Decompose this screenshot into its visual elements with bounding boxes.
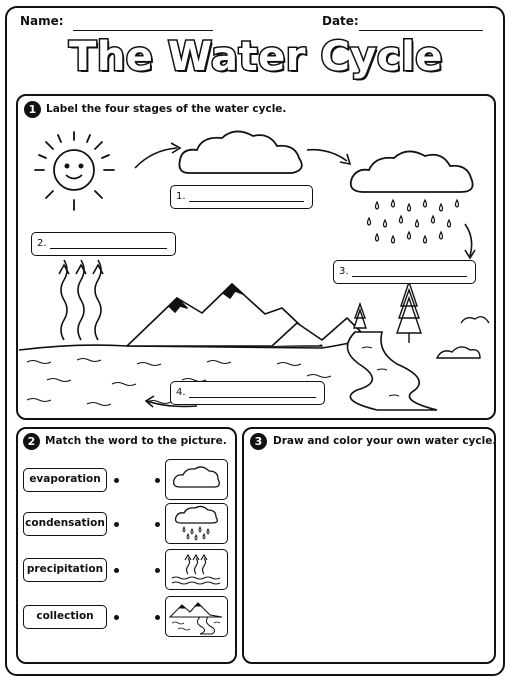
answer-box-3[interactable] — [333, 260, 476, 284]
section-2-number: 2 — [23, 433, 40, 450]
arrow-cloud-to-rain-icon — [307, 150, 347, 161]
rain-cloud-icon — [166, 504, 226, 542]
section-3-number: 3 — [250, 433, 267, 450]
answer-box-2[interactable] — [31, 232, 176, 256]
picture-cloud[interactable] — [165, 459, 228, 500]
arrow-sun-to-cloud-icon — [135, 148, 177, 168]
match-dot-left-3[interactable] — [114, 568, 119, 573]
word-collection[interactable]: collection — [23, 605, 107, 629]
section-3-instruction: Draw and color your own water cycle. — [273, 435, 497, 447]
evaporation-icon — [166, 550, 226, 588]
picture-mountain-river[interactable] — [165, 596, 228, 637]
name-field[interactable] — [73, 30, 213, 31]
answer-box-1[interactable] — [170, 185, 313, 209]
match-dot-right-1[interactable] — [155, 478, 160, 483]
match-dot-left-1[interactable] — [114, 478, 119, 483]
word-precipitation[interactable]: precipitation — [23, 558, 107, 582]
match-dot-right-3[interactable] — [155, 568, 160, 573]
cloud-icon — [179, 131, 301, 173]
answer-box-1-number: 1. — [176, 191, 186, 202]
picture-rain-cloud[interactable] — [165, 503, 228, 544]
match-dot-right-2[interactable] — [155, 522, 160, 527]
date-label: Date: — [322, 14, 359, 28]
rain-cloud-icon — [351, 151, 473, 192]
mountains-icon — [127, 284, 372, 346]
page-title: The Water Cycle — [69, 34, 443, 80]
answer-box-4-number: 4. — [176, 387, 186, 398]
raindrops-icon — [368, 200, 459, 243]
match-dot-left-2[interactable] — [114, 522, 119, 527]
cloud-icon — [166, 460, 226, 498]
sun-icon — [35, 132, 114, 210]
mountain-river-icon — [166, 597, 226, 635]
section-3-panel[interactable] — [242, 427, 496, 664]
answer-box-3-number: 3. — [339, 266, 349, 277]
picture-evaporation[interactable] — [165, 549, 228, 590]
word-condensation[interactable]: condensation — [23, 512, 107, 536]
section-2-instruction: Match the word to the picture. — [45, 435, 227, 447]
answer-box-4[interactable] — [170, 381, 325, 405]
bushes-icon — [437, 347, 480, 358]
date-field[interactable] — [359, 30, 483, 31]
word-evaporation[interactable]: evaporation — [23, 468, 107, 492]
evaporation-arrows-icon — [59, 260, 103, 340]
match-dot-right-4[interactable] — [155, 615, 160, 620]
match-dot-left-4[interactable] — [114, 615, 119, 620]
section-1-instruction: Label the four stages of the water cycle. — [46, 103, 287, 115]
answer-box-2-number: 2. — [37, 238, 47, 249]
river-icon — [347, 332, 437, 410]
section-1-number: 1 — [24, 101, 41, 118]
name-label: Name: — [20, 14, 64, 28]
